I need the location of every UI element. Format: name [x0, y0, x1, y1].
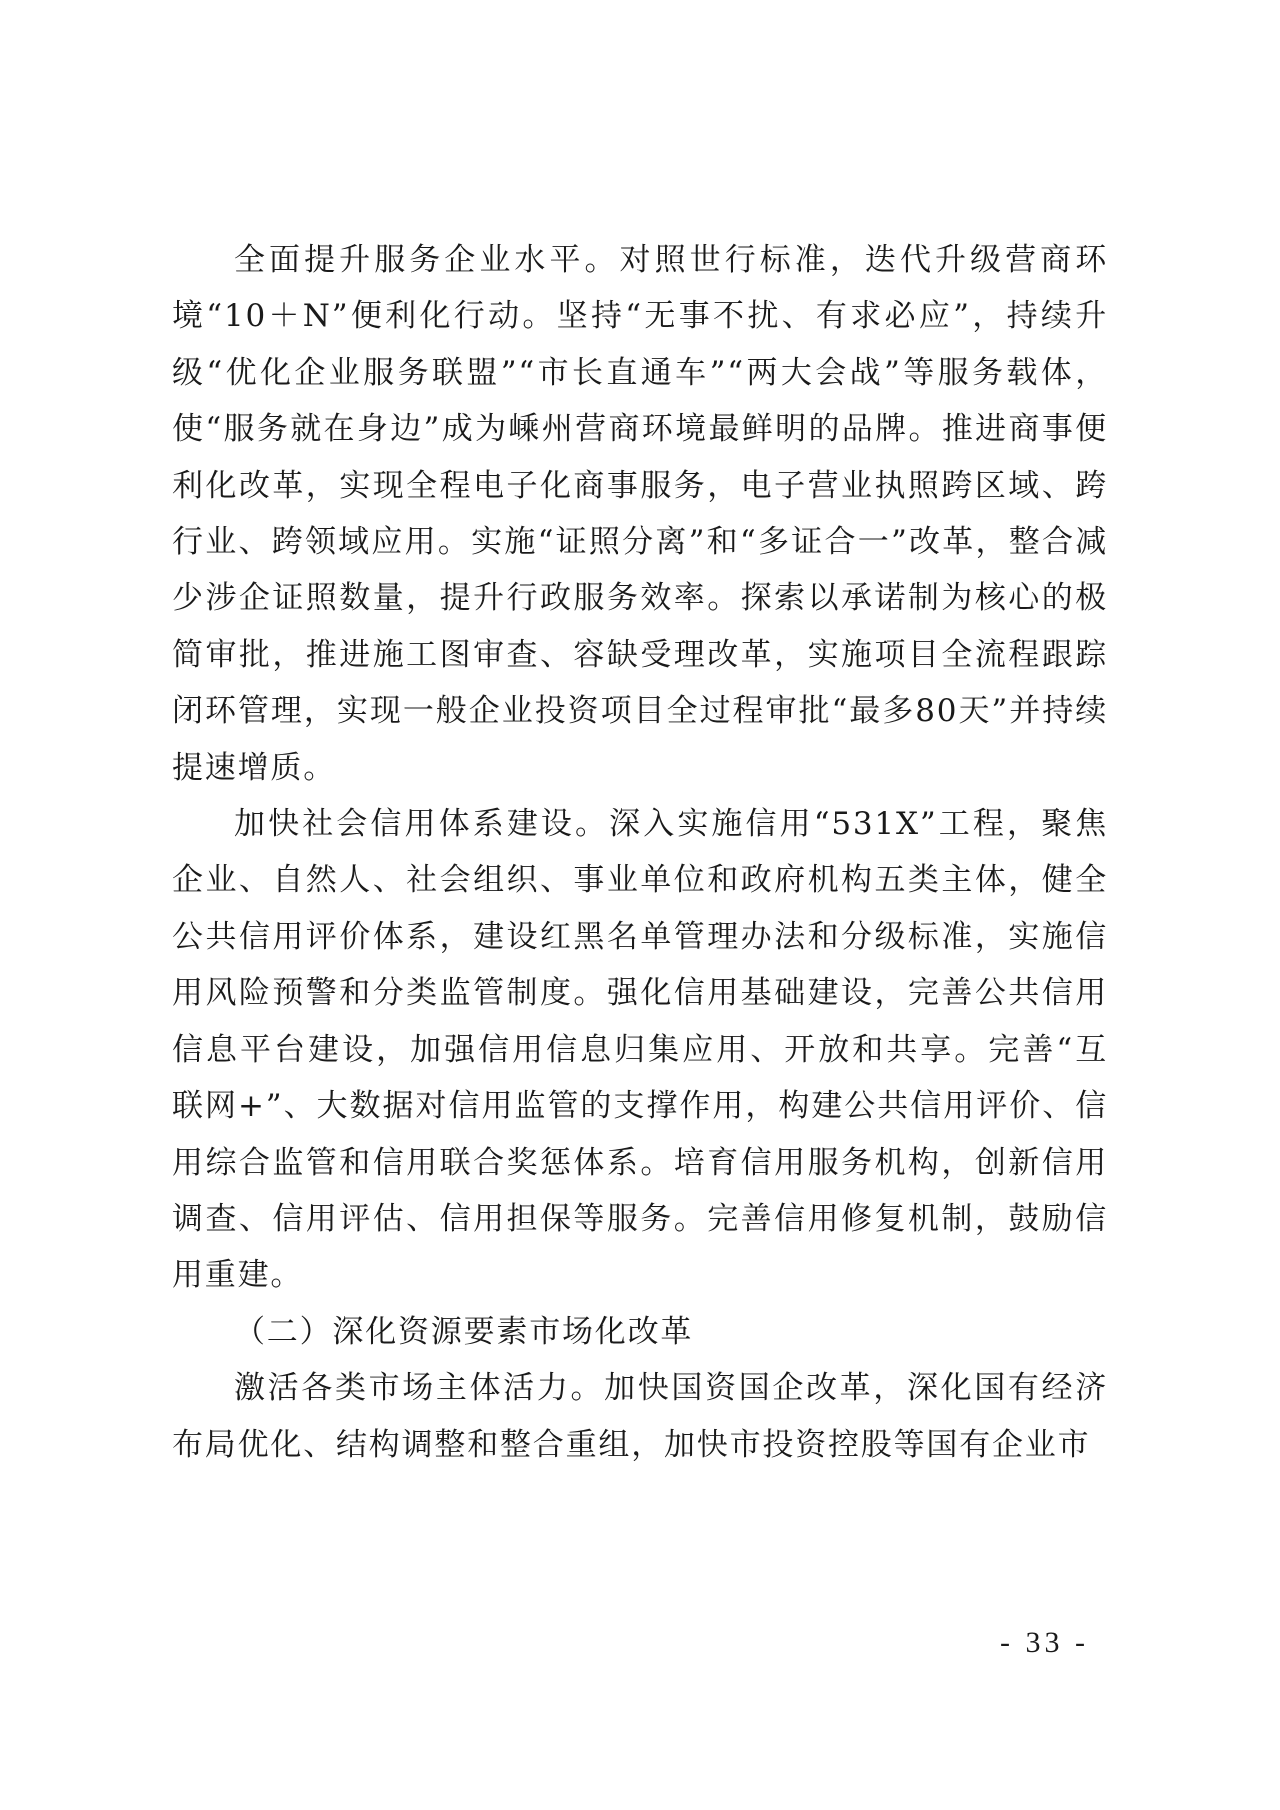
document-body	[172, 232, 1108, 1473]
page-number: - 33 -	[1000, 1626, 1089, 1659]
paragraph-market-entities: 激活各类市场主体活力。加快国资国企改革，深化国有经济布局优化、结构调整和整合重组，加快市投资控股等国有企业市	[172, 1370, 1108, 1463]
paragraph-credit-system: 加快社会信用体系建设。深入实施信用“531X”工程，聚焦企业、自然人、社会组织、事业单位和政府机构五类主体，健全公共信用评价体系，建设红黑名单管理办法和分级标准，实施信用风险预警和分类监管制度。强化信用基础建设，完善公共信用信息平台建设，加强信用信息归集应用、开放和共享。完善“互联网+”、大数据对信用监管的支撑作用，构建公共信用评价、信用综合监管和信用联合奖惩体系。培育信用服务机构，创新信用调查、信用评估、信用担保等服务。完善信用修复机制，鼓励信用重建。	[172, 806, 1108, 1294]
paragraph-enterprise-service: 全面提升服务企业水平。对照世行标准，迭代升级营商环境“10＋N”便利化行动。坚持“无事不扰、有求必应”，持续升级“优化企业服务联盟”“市长直通车”“两大会战”等服务载体，使“服务就在身边”成为嵊州营商环境最鲜明的品牌。推进商事便利化改革，实现全程电子化商事服务，电子营业执照跨区域、跨行业、跨领域应用。实施“证照分离”和“多证合一”改革，整合减少涉企证照数量，提升行政服务效率。探索以承诺制为核心的极简审批，推进施工图审查、容缺受理改革，实施项目全流程跟踪闭环管理，实现一般企业投资项目全过程审批“最多80天”并持续提速增质。	[172, 242, 1108, 786]
section-heading: （二）深化资源要素市场化改革	[234, 1313, 694, 1350]
